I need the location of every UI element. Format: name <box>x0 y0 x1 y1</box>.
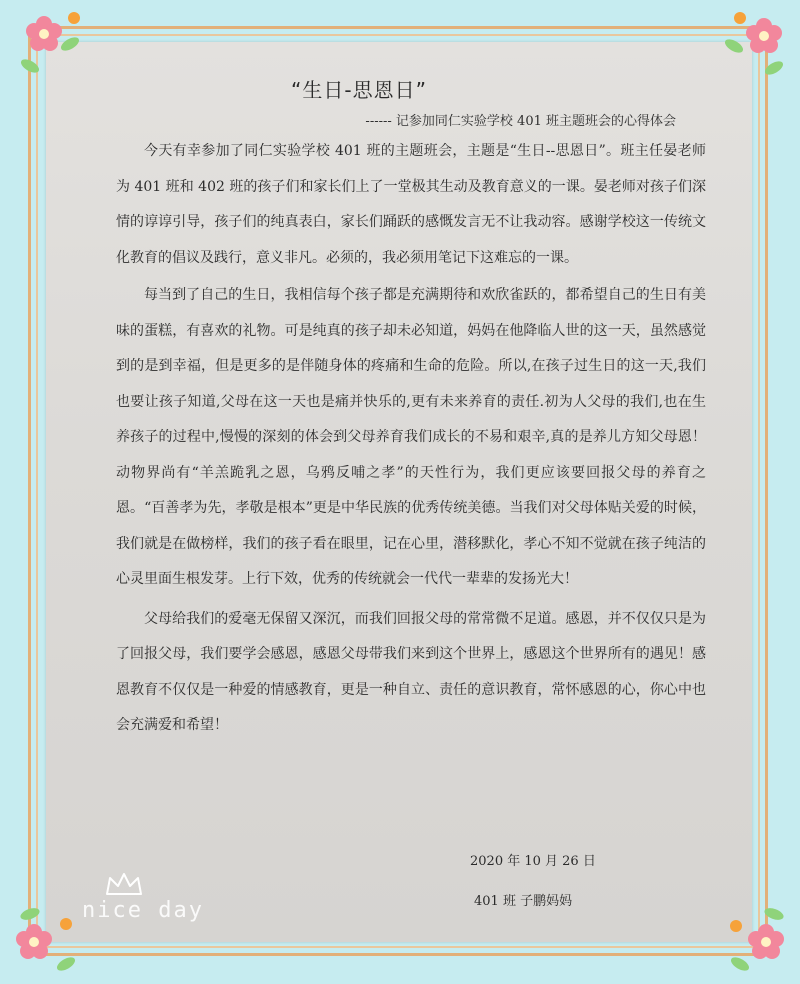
document-paper <box>46 42 752 942</box>
paragraph-2: 每当到了自己的生日，我相信每个孩子都是充满期待和欢欣雀跃的，都希望自己的生日有美味的蛋糕，有喜欢的礼物。可是纯真的孩子却未必知道，妈妈在他降临人世的这一天，虽然感觉到的是到幸福，但是更多的是伴随身体的疼痛和生命的危险。所以,在孩子过生日的这一天,我们也要让孩子知道,父母在这一天也是痛并快乐的,更有未来养育的责任.初为人父母的我们,也在生养孩子的过程中,慢慢的深刻的体会到父母养育我们成长的不易和艰辛,真的是养儿方知父母恩！动物界尚有“羊羔跪乳之恩，乌鸦反哺之孝”的天性行为，我们更应该要回报父母的养育之恩。“百善孝为先，孝敬是根本”更是中华民族的优秀传统美德。当我们对父母体贴关爱的时候，我们就是在做榜样，我们的孩子看在眼里，记在心里，潜移默化，孝心不知不觉就在孩子纯洁的心灵里面生根发芽。上行下效，优秀的传统就会一代代一辈辈的发扬光大！ <box>116 287 706 587</box>
flower-icon <box>714 902 796 980</box>
flower-icon <box>8 6 88 82</box>
flower-icon <box>8 902 88 980</box>
document-date: 2020 年 10 月 26 日 <box>470 854 596 869</box>
paragraph-1: 今天有幸参加了同仁实验学校 401 班的主题班会，主题是“生日--思恩日”。班主任晏老师为 401 班和 402 班的孩子们和家长们上了一堂极其生动及教育意义的一课。晏老师对孩子们深情的谆谆引导，孩子们的纯真表白，家长们踊跃的感慨发言无不让我动容。感谢学校这一传统文化教育的倡议及践行，意义非凡。必须的，我必须用笔记下这难忘的一课。 <box>116 143 706 266</box>
document-signature: 401 班 子鹏妈妈 <box>474 894 573 909</box>
crown-icon <box>104 872 144 898</box>
paragraph-3: 父母给我们的爱毫无保留又深沉，而我们回报父母的常常微不足道。感恩，并不仅仅只是为了回报父母，我们要学会感恩，感恩父母带我们来到这个世界上，感恩这个世界所有的遇见！感恩教育不仅仅是一种爱的情感教育，更是一种自立、责任的意识教育，常怀感恩的心，你心中也会充满爱和希望！ <box>116 610 706 733</box>
document-subtitle: ------ 记参加同仁实验学校 401 班主题班会的心得体会 <box>365 114 676 129</box>
watermark-text: nice day <box>82 898 204 923</box>
document-body <box>116 134 706 744</box>
flower-icon <box>712 6 796 82</box>
document-title: “生日-思恩日” <box>291 78 427 102</box>
